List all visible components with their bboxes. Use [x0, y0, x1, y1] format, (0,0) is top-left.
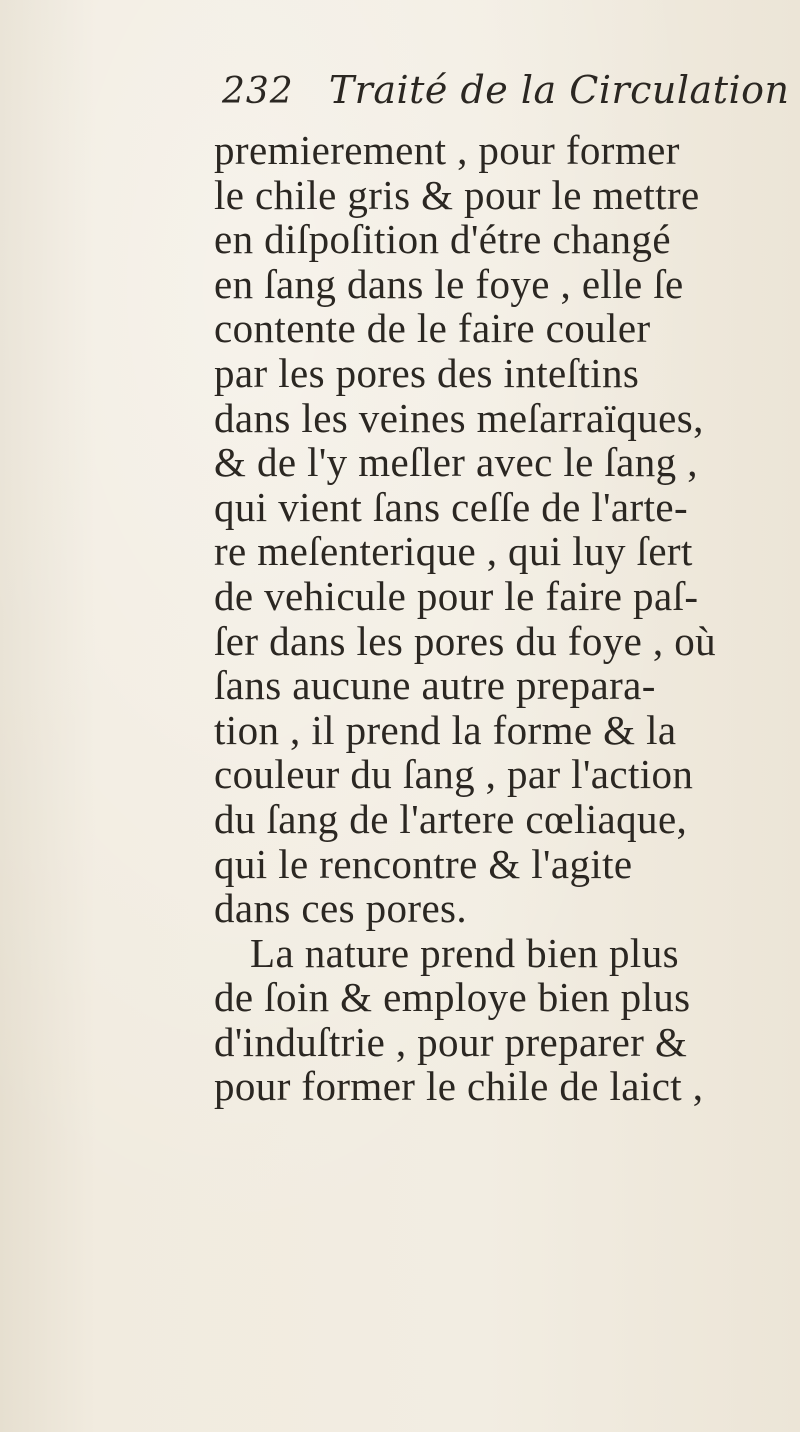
- text-line: couleur du ſang , par l'action: [214, 751, 694, 798]
- text-line: de ſoin & employe bien plus: [214, 974, 691, 1021]
- text-line: dans ces pores.: [214, 885, 468, 932]
- text-line: ſer dans les pores du foye , où: [214, 617, 716, 664]
- text-line: dans les veines meſarraïques,: [214, 394, 704, 441]
- text-line: en ſang dans le foye , elle ſe: [214, 260, 684, 307]
- text-line: & de l'y meſler avec le ſang ,: [214, 439, 698, 486]
- text-line: tion , il prend la forme & la: [214, 706, 677, 753]
- text-line: de vehicule pour le faire paſ-: [214, 572, 699, 619]
- text-line: par les pores des inteſtins: [214, 349, 640, 396]
- text-line: pour former le chile de laict ,: [214, 1063, 704, 1110]
- text-line: qui vient ſans ceſſe de l'arte-: [214, 483, 689, 530]
- paragraph-start-line: La nature prend bien plus: [250, 929, 679, 976]
- text-line: ſans aucune autre prepara-: [214, 662, 656, 709]
- text-line: qui le rencontre & l'agite: [214, 840, 633, 887]
- text-line: le chile gris & pour le mettre: [214, 171, 700, 218]
- page-number: 232: [222, 71, 294, 112]
- page-header: [222, 68, 790, 128]
- text-line: contente de le faire couler: [214, 305, 651, 352]
- running-head: Traité de la Circulation: [328, 68, 790, 112]
- body-text: [214, 128, 789, 1109]
- text-line: du ſang de l'artere cœliaque,: [214, 795, 688, 842]
- text-line: premierement , pour former: [214, 127, 680, 173]
- text-line: re meſenterique , qui luy ſert: [214, 528, 693, 575]
- text-line: d'induſtrie , pour preparer &: [214, 1018, 688, 1065]
- text-line: en diſpoſition d'étre changé: [214, 216, 671, 263]
